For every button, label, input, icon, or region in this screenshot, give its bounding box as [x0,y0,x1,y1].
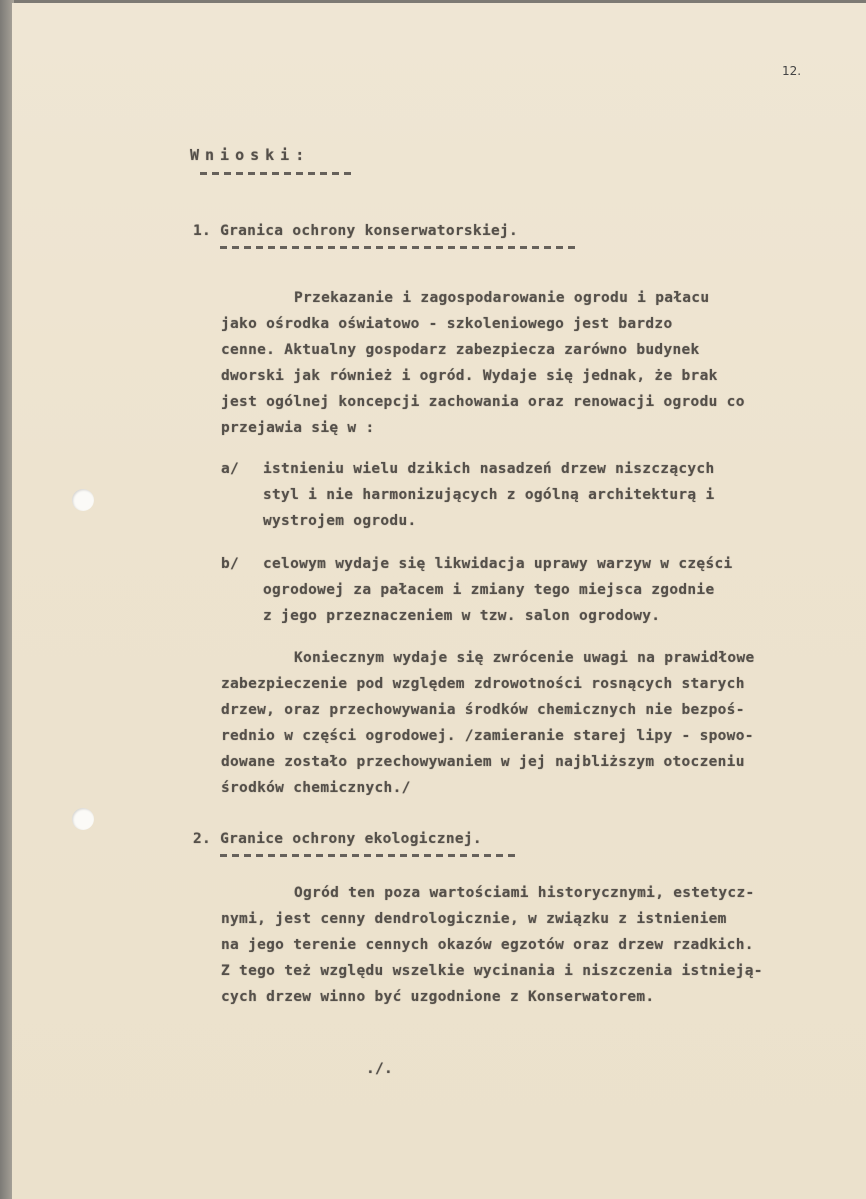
item-b-line: z jego przeznaczeniem w tzw. salon ogrodowy. [263,608,661,624]
section-1-para2-line: rednio w części ogrodowej. /zamieranie starej lipy - spowo- [221,728,754,744]
punch-hole-top [72,489,94,511]
section-1-para2-line: dowane zostało przechowywaniem w jej najbliższym otoczeniu [221,754,745,770]
section-1-para1-line: jako ośrodka oświatowo - szkoleniowego jest bardzo [221,316,673,332]
page-title: Wnioski: [190,146,311,164]
section-2-heading: 2. Granice ochrony ekologicznej. [193,831,482,847]
section-1-para2-line: drzew, oraz przechowywania środków chemicznych nie bezpoś- [221,702,745,718]
item-a-line: istnieniu wielu dzikich nasadzeń drzew niszczących [263,461,715,477]
section-1-para2-line: zabezpieczenie pod względem zdrowotności rosnących starych [221,676,745,692]
section-1-para1-line: dworski jak również i ogród. Wydaje się jednak, że brak [221,368,718,384]
item-b-line: ogrodowej za pałacem i zmiany tego miejsca zgodnie [263,582,715,598]
section-1-para1-line: cenne. Aktualny gospodarz zabezpiecza zarówno budynek [221,342,700,358]
item-b-line: celowym wydaje się likwidacja uprawy warzyw w części [263,556,733,572]
punch-hole-bottom [72,808,94,830]
section-2-underline [220,854,518,857]
section-2-para-line: Z tego też względu wszelkie wycinania i niszczenia istnieją- [221,963,763,979]
item-a-line: wystrojem ogrodu. [263,513,417,529]
item-a-line: styl i nie harmonizujących z ogólną architekturą i [263,487,715,503]
section-1-para1-line: Przekazanie i zagospodarowanie ogrodu i pałacu [294,290,710,306]
page-number: 12. [782,64,802,78]
section-2-para-line: cych drzew winno być uzgodnione z Konserwatorem. [221,989,655,1005]
continuation-mark: ./. [366,1061,394,1077]
section-1-para1-line: przejawia się w : [221,420,375,436]
section-1-para1-line: jest ogólnej koncepcji zachowania oraz renowacji ogrodu co [221,394,745,410]
title-underline [200,172,352,175]
section-1-para2-line: środków chemicznych./ [221,780,411,796]
section-2-para-line: na jego terenie cennych okazów egzotów oraz drzew rzadkich. [221,937,754,953]
item-a-marker: a/ [221,461,240,477]
item-b-marker: b/ [221,556,240,572]
section-1-heading: 1. Granica ochrony konserwatorskiej. [193,223,519,239]
section-2-para-line: nymi, jest cenny dendrologicznie, w związku z istnieniem [221,911,727,927]
section-1-para2-line: Koniecznym wydaje się zwrócenie uwagi na prawidłowe [294,650,755,666]
document-page [12,3,866,1199]
section-2-para-line: Ogród ten poza wartościami historycznymi, estetycz- [294,885,755,901]
section-1-underline [220,246,580,249]
